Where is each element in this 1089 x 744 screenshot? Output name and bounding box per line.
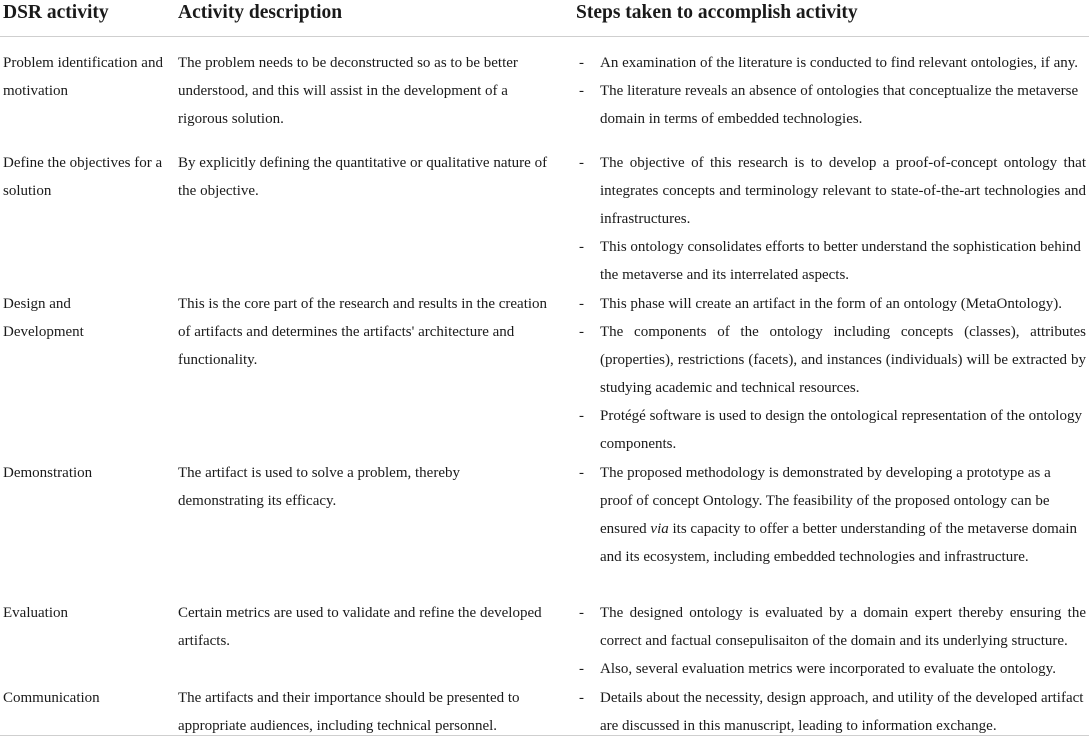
description-cell: The artifact is used to solve a problem, thereby demonstrating its efficacy.	[178, 465, 460, 509]
steps-cell	[576, 599, 1089, 683]
header-dsr-activity: DSR activity	[3, 2, 109, 23]
table-row	[0, 599, 1089, 684]
table-row	[0, 459, 1089, 599]
bullet-dash-icon: -	[579, 55, 584, 71]
step-item: - The objective of this research is to develop a proof-of-concept ontology that integrates concepts and terminology relevant to state-of-the-art technologies and infrastructures.	[576, 149, 1086, 233]
bullet-dash-icon: -	[579, 465, 584, 481]
step-item: - Also, several evaluation metrics were incorporated to evaluate the ontology.	[576, 655, 1086, 683]
description-cell: The artifacts and their importance should be presented to appropriate audiences, including technical personnel.	[178, 690, 520, 734]
header-steps: Steps taken to accomplish activity	[576, 2, 858, 23]
table-row	[0, 49, 1089, 149]
steps-cell	[576, 290, 1089, 458]
activity-cell: Demonstration	[3, 465, 93, 481]
description-cell: This is the core part of the research and results in the creation of artifacts and determines the artifacts' architecture and functionality.	[178, 296, 548, 368]
bullet-dash-icon: -	[579, 690, 584, 706]
bullet-dash-icon: -	[579, 239, 584, 255]
activity-cell: Problem identification and motivation	[3, 55, 163, 99]
bullet-dash-icon: -	[579, 296, 584, 312]
header-activity-description: Activity description	[178, 2, 343, 23]
table-bottom-rule	[0, 735, 1089, 736]
bullet-dash-icon: -	[579, 661, 584, 677]
activity-cell: Communication	[3, 690, 100, 706]
bullet-dash-icon: -	[579, 83, 584, 99]
bullet-dash-icon: -	[579, 408, 584, 424]
step-item: - The components of the ontology including concepts (classes), attributes (properties), restrictions (facets), and instances (individuals) will be extracted by studying academic and technical resources.	[576, 318, 1086, 402]
bullet-dash-icon: -	[579, 324, 584, 340]
step-item: - The designed ontology is evaluated by a domain expert thereby ensuring the correct and factual consepulisaiton of the domain and its underlying structure.	[576, 599, 1086, 655]
step-item: - This phase will create an artifact in the form of an ontology (MetaOntology).	[576, 290, 1086, 318]
table-body	[0, 37, 1089, 744]
activity-cell: Evaluation	[3, 605, 68, 621]
activity-cell: Design and Development	[3, 296, 84, 340]
step-item: - This ontology consolidates efforts to better understand the sophistication behind the metaverse and its interrelated aspects.	[576, 233, 1086, 289]
table-header	[0, 0, 1089, 37]
description-cell: By explicitly defining the quantitative or qualitative nature of the objective.	[178, 155, 548, 199]
table-row	[0, 149, 1089, 290]
step-item: - Protégé software is used to design the ontological representation of the ontology components.	[576, 402, 1086, 458]
step-item: - An examination of the literature is conducted to find relevant ontologies, if any.	[576, 49, 1086, 77]
steps-cell	[576, 459, 1089, 571]
step-item: - The proposed methodology is demonstrated by developing a prototype as a proof of concept Ontology. The feasibility of the proposed ontology can be ensured via its capacity to offer a better understanding of the metaverse domain and its ecosystem, including embedded technologies and infrastructure.	[576, 459, 1086, 571]
steps-cell	[576, 49, 1089, 133]
steps-cell	[576, 684, 1089, 740]
step-item: - Details about the necessity, design approach, and utility of the developed artifact are discussed in this manuscript, leading to information exchange.	[576, 684, 1086, 740]
step-item: - The literature reveals an absence of ontologies that conceptualize the metaverse domain in terms of embedded technologies.	[576, 77, 1086, 133]
activity-cell: Define the objectives for a solution	[3, 155, 163, 199]
bullet-dash-icon: -	[579, 605, 584, 621]
description-cell: Certain metrics are used to validate and refine the developed artifacts.	[178, 605, 542, 649]
steps-cell	[576, 149, 1089, 289]
bullet-dash-icon: -	[579, 155, 584, 171]
table-row	[0, 290, 1089, 459]
description-cell: The problem needs to be deconstructed so as to be better understood, and this will assist in the development of a rigorous solution.	[178, 55, 518, 127]
